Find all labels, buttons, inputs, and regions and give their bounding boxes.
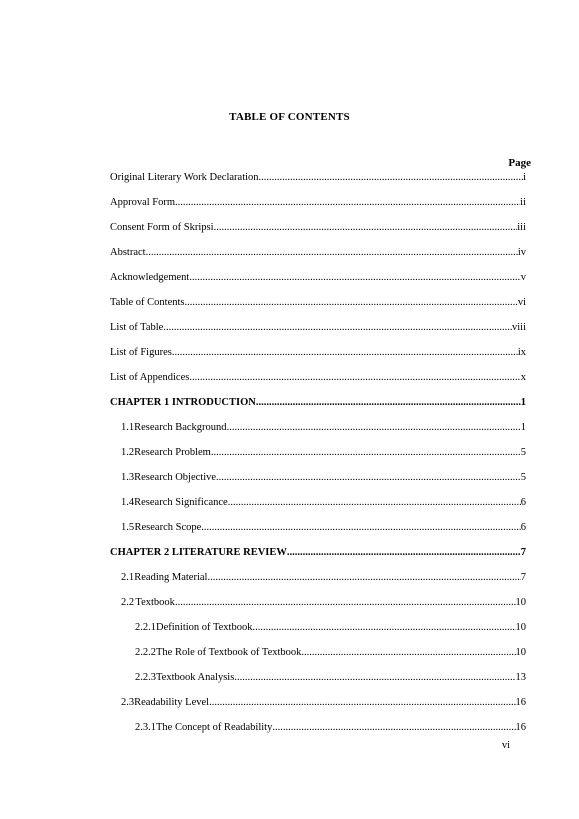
toc-entry-page: 13	[515, 672, 526, 683]
toc-entry-number: 1.5	[121, 522, 135, 533]
toc-entry-page: ix	[517, 347, 526, 358]
toc-entry-label: Research Background	[134, 422, 227, 433]
dot-leader	[259, 171, 524, 185]
toc-entry-page: 7	[520, 547, 526, 558]
toc-entry	[110, 171, 526, 196]
toc-entry-page: 10	[515, 647, 526, 658]
toc-entry-page: x	[520, 372, 526, 383]
toc-entry	[110, 396, 526, 421]
dot-leader	[185, 296, 518, 310]
toc-entry-page: 7	[520, 572, 526, 583]
toc-entry-page: 16	[515, 722, 526, 733]
toc-entry-label: Reading Material	[134, 572, 208, 583]
toc-entry	[110, 371, 526, 396]
dot-leader	[272, 721, 515, 735]
dot-leader	[287, 546, 521, 560]
toc-entry	[110, 471, 526, 496]
dot-leader	[214, 221, 518, 235]
toc-entry	[110, 246, 526, 271]
toc-entry-page: v	[520, 272, 526, 283]
toc-entry-page: 1	[520, 397, 526, 408]
toc-entry-label: The Role of Textbook of Textbook	[156, 647, 302, 658]
dot-leader	[163, 321, 512, 335]
toc-entry	[110, 421, 526, 446]
toc-entry-page: 6	[520, 522, 526, 533]
toc-entry	[110, 496, 526, 521]
toc-entry-page: iii	[517, 222, 526, 233]
toc-entry-number: 2.1	[121, 572, 135, 583]
dot-leader	[209, 696, 515, 710]
toc-entry-label: Acknowledgement	[110, 272, 190, 283]
toc-entry-page: ii	[520, 197, 526, 208]
toc-entry	[110, 721, 526, 746]
toc-entry-label: Table of Contents	[110, 297, 185, 308]
toc-entry-page: iv	[517, 247, 526, 258]
toc-entry	[110, 546, 526, 571]
dot-leader	[189, 371, 520, 385]
toc-entry-label: The Concept of Readability	[156, 722, 273, 733]
dot-leader	[172, 346, 518, 360]
toc-entry-number: 1.3	[121, 472, 135, 483]
page-title: TABLE OF CONTENTS	[229, 111, 350, 123]
toc-entry-number: 2.3.1	[135, 722, 156, 733]
toc-entry	[110, 346, 526, 371]
toc-entry-number: 2.2	[121, 597, 135, 608]
toc-entry-page: 10	[515, 622, 526, 633]
dot-leader	[189, 271, 520, 285]
toc-entry	[110, 521, 526, 546]
toc-entry	[110, 196, 526, 221]
dot-leader	[234, 671, 515, 685]
toc-entry-number: 2.2.3	[135, 672, 156, 683]
dot-leader	[252, 621, 515, 635]
dot-leader	[228, 496, 521, 510]
dot-leader	[216, 471, 521, 485]
toc-entry-label: Textbook Analysis	[156, 672, 235, 683]
toc-entry-label: Original Literary Work Declaration	[110, 172, 259, 183]
toc-entry-label: CHAPTER 2 LITERATURE REVIEW	[110, 547, 287, 558]
dot-leader	[301, 646, 515, 660]
toc-entry-number: 1.4	[121, 497, 135, 508]
page-column-header: Page	[508, 157, 531, 169]
table-of-contents	[110, 171, 526, 746]
toc-entry-page: 5	[520, 447, 526, 458]
toc-entry-label: Research Objective	[134, 472, 217, 483]
toc-entry-page: 10	[515, 597, 526, 608]
toc-entry	[110, 571, 526, 596]
toc-entry	[110, 671, 526, 696]
toc-entry-label: Research Scope	[134, 522, 202, 533]
toc-entry-label: List of Figures	[110, 347, 172, 358]
toc-entry-label: Consent Form of Skripsi	[110, 222, 214, 233]
toc-entry	[110, 296, 526, 321]
toc-entry-number: 1.1	[121, 422, 135, 433]
toc-entry-label: Approval Form	[110, 197, 176, 208]
dot-leader	[207, 571, 520, 585]
toc-entry-label: Textbook	[135, 597, 175, 608]
toc-entry-page: 5	[520, 472, 526, 483]
toc-entry-label: Research Problem	[134, 447, 211, 458]
dot-leader	[175, 196, 520, 210]
toc-entry-label: List of Appendices	[110, 372, 190, 383]
toc-entry-page: viii	[511, 322, 526, 333]
dot-leader	[256, 396, 521, 410]
toc-entry-label: Research Significance	[134, 497, 228, 508]
toc-entry	[110, 646, 526, 671]
dot-leader	[146, 246, 518, 260]
toc-entry-page: 6	[520, 497, 526, 508]
toc-entry-label: Readability Level	[134, 697, 210, 708]
toc-entry-page: i	[523, 172, 526, 183]
toc-entry	[110, 596, 526, 621]
toc-entry-label: CHAPTER 1 INTRODUCTION	[110, 397, 256, 408]
toc-entry-label: List of Table	[110, 322, 164, 333]
toc-entry	[110, 321, 526, 346]
toc-entry	[110, 271, 526, 296]
toc-entry-page: 1	[520, 422, 526, 433]
toc-entry-number: 2.2.2	[135, 647, 156, 658]
toc-entry-number: 2.3	[121, 697, 135, 708]
dot-leader	[211, 446, 521, 460]
toc-entry-label: Definition of Textbook	[156, 622, 253, 633]
toc-entry	[110, 446, 526, 471]
toc-entry-number: 2.2.1	[135, 622, 156, 633]
dot-leader	[175, 596, 516, 610]
toc-entry-page: 16	[515, 697, 526, 708]
toc-entry-page: vi	[517, 297, 526, 308]
dot-leader	[227, 421, 521, 435]
page-number: vi	[501, 740, 510, 751]
toc-entry	[110, 621, 526, 646]
toc-entry	[110, 696, 526, 721]
toc-entry-number: 1.2	[121, 447, 135, 458]
toc-entry-label: Abstract	[110, 247, 146, 258]
dot-leader	[201, 521, 520, 535]
toc-entry	[110, 221, 526, 246]
